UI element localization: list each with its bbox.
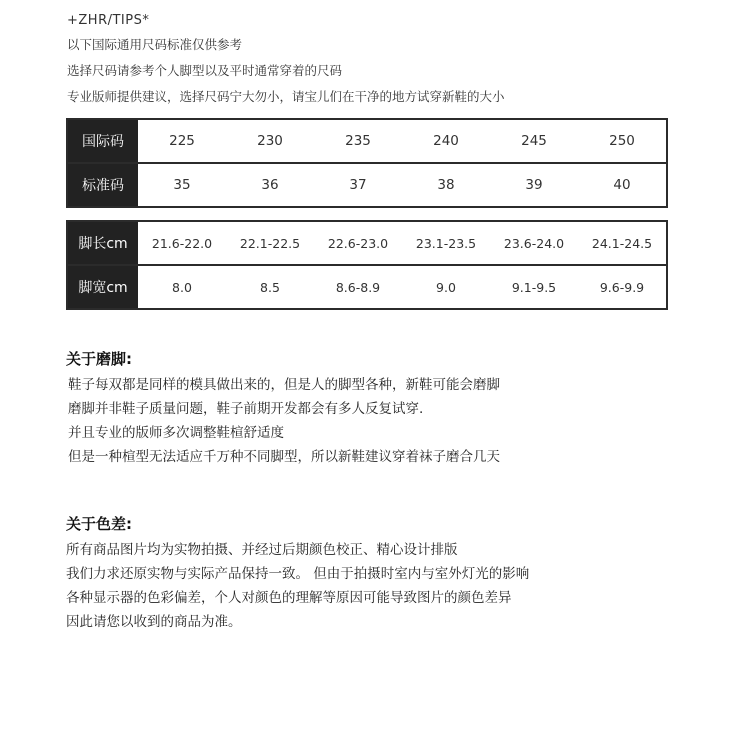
table-cell: 9.1-9.5: [511, 279, 557, 295]
row-header: 国际码: [68, 120, 138, 162]
table-cell: 37: [349, 177, 367, 193]
table-row-foot-length: [68, 222, 666, 264]
table-row-foot-width: [68, 264, 666, 308]
paragraph-line: 因此请您以收到的商品为准。: [66, 614, 242, 630]
table-cell: 235: [345, 133, 371, 149]
table-cell: 22.6-23.0: [327, 235, 389, 251]
table-cell: 36: [261, 177, 279, 193]
table-cell: 40: [613, 177, 631, 193]
section-color-difference: [66, 510, 686, 634]
table-cell: 38: [437, 177, 455, 193]
table-cell: 23.1-23.5: [415, 235, 477, 251]
row-header: 标准码: [68, 164, 138, 206]
header-line: 以下国际通用尺码标准仅供参考: [67, 37, 243, 52]
paragraph-line: 并且专业的版师多次调整鞋楦舒适度: [68, 425, 284, 441]
table-cell: 8.5: [260, 279, 280, 295]
paragraph-line: 各种显示器的色彩偏差，个人对颜色的理解等原因可能导致图片的颜色差异: [66, 590, 512, 606]
table-cell: 22.1-22.5: [239, 235, 301, 251]
header-line: 选择尺码请参考个人脚型以及平时通常穿着的尺码: [67, 63, 343, 78]
row-header: 脚宽cm: [68, 266, 138, 308]
table-cell: 9.0: [436, 279, 456, 295]
size-table: [66, 118, 668, 208]
table-cell: 39: [525, 177, 543, 193]
table-cell: 8.6-8.9: [335, 279, 381, 295]
section-title: 关于磨脚:: [66, 350, 132, 368]
table-cell: 245: [521, 133, 547, 149]
table-cell: 240: [433, 133, 459, 149]
header-line: 专业版师提供建议，选择尺码宁大勿小，请宝儿们在干净的地方试穿新鞋的大小: [67, 89, 505, 104]
table-cell: 225: [169, 133, 195, 149]
table-row-international-size: [68, 120, 666, 162]
paragraph-line: 所有商品图片均为实物拍摄、并经过后期颜色校正、精心设计排版: [66, 542, 458, 558]
header: [67, 10, 505, 110]
table-cell: 9.6-9.9: [599, 279, 645, 295]
paragraph-line: 磨脚并非鞋子质量问题，鞋子前期开发都会有多人反复试穿.: [68, 401, 424, 417]
brand-tag: +ZHR/TIPS*: [67, 13, 150, 28]
table-cell: 8.0: [172, 279, 192, 295]
table-row-standard-size: [68, 162, 666, 206]
table-cell: 230: [257, 133, 283, 149]
table-cell: 35: [173, 177, 191, 193]
paragraph-line: 鞋子每双都是同样的模具做出来的，但是人的脚型各种，新鞋可能会磨脚: [68, 377, 500, 393]
paragraph-line: 我们力求还原实物与实际产品保持一致。 但由于拍摄时室内与室外灯光的影响: [66, 566, 530, 582]
row-header: 脚长cm: [68, 222, 138, 264]
table-cell: 24.1-24.5: [591, 235, 653, 251]
foot-measure-table: [66, 220, 668, 310]
table-cell: 250: [609, 133, 635, 149]
table-cell: 21.6-22.0: [151, 235, 213, 251]
section-foot-rubbing: [66, 345, 686, 469]
section-title: 关于色差:: [66, 515, 132, 533]
table-cell: 23.6-24.0: [503, 235, 565, 251]
paragraph-line: 但是一种楦型无法适应千万种不同脚型，所以新鞋建议穿着袜子磨合几天: [68, 449, 500, 465]
